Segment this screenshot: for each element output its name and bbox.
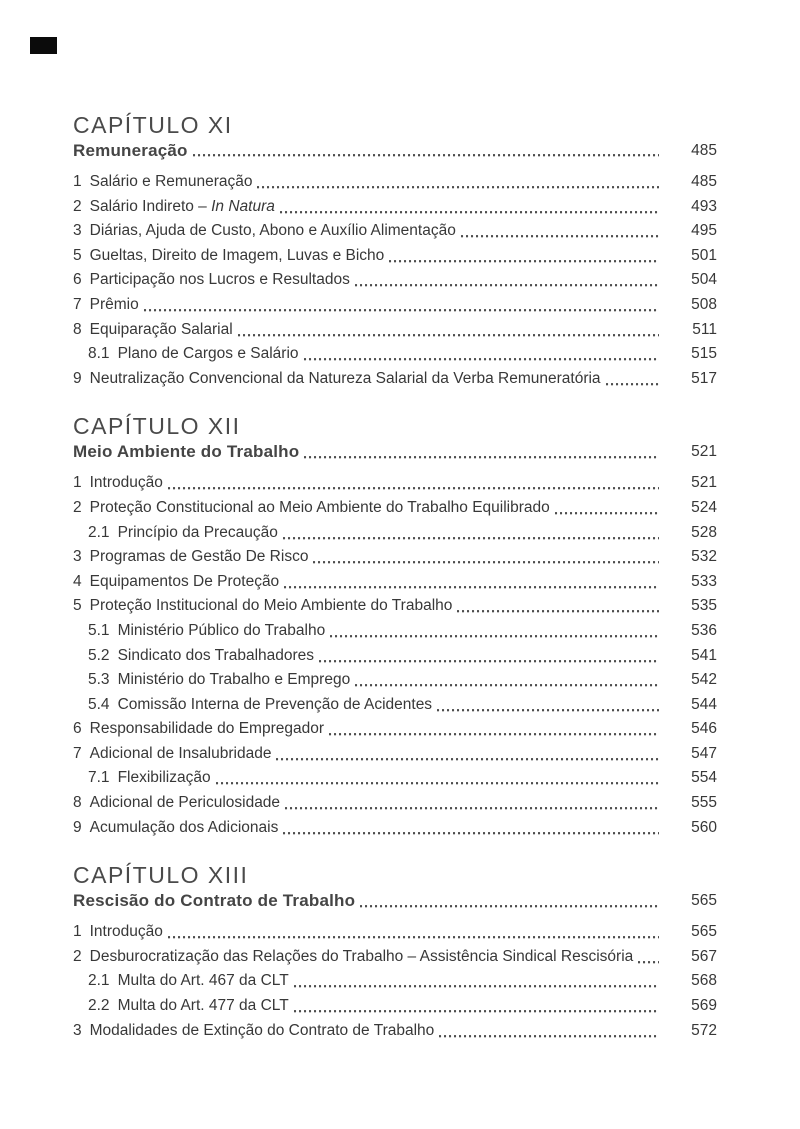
dotted-leader [294,969,659,994]
toc-entry [73,367,717,392]
toc-entry [73,471,717,496]
entry-page-number: 546 [691,720,717,738]
entry-number: 6 [73,271,82,289]
entry-number: 5 [73,597,82,615]
toc-entry [73,570,717,595]
entry-label-text: Neutralização Convencional da Natureza Salarial da Verba Remuneratória [89,369,601,387]
dotted-leader [257,170,659,195]
entry-label-text: Programas de Gestão De Risco [89,548,309,566]
entry-page-number: 568 [691,972,717,990]
entry-label-text: Gueltas, Direito de Imagem, Luvas e Bicho [89,246,385,264]
entry-label [90,219,456,244]
dotted-leader [638,945,659,970]
chapter-title: CAPÍTULO XIII [73,862,249,889]
entry-number: 7 [73,295,82,313]
entry-page-number: 560 [691,818,717,836]
entry-label-text: Plano de Cargos e Salário [117,345,299,363]
entry-label [90,816,279,841]
entry-label [118,693,433,718]
dotted-leader [606,367,659,392]
entry-page-number: 515 [691,345,717,363]
dotted-leader [304,342,659,367]
entry-label-text: Ministério do Trabalho e Emprego [117,671,351,689]
entry-page-number: 554 [691,769,717,787]
entry-page-number: 547 [691,744,717,762]
entry-page-number: 524 [691,498,717,516]
entry-number: 4 [73,572,82,590]
entry-label [90,742,272,767]
entry-label-text: Princípio da Precaução [117,523,278,541]
entry-label [118,994,289,1019]
dotted-leader [284,570,659,595]
dotted-leader [285,791,659,816]
toc-entry [73,742,717,767]
toc-entry [73,545,717,570]
entry-label-text: Equiparação Salarial [89,320,233,338]
dotted-leader [329,717,659,742]
entry-number: 5.4 [88,695,110,713]
entry-number: 5 [73,246,82,264]
entry-label [118,521,278,546]
dotted-leader [168,920,659,945]
toc-entry [73,945,717,970]
entry-label [90,717,324,742]
entry-page-number: 536 [691,621,717,639]
entry-number: 8 [73,320,82,338]
dotted-leader [304,439,659,465]
entry-page-number: 541 [691,646,717,664]
entry-page-number: 501 [691,246,717,264]
dotted-leader [313,545,659,570]
entry-label [90,545,309,570]
entry-label [90,570,280,595]
toc-entry [73,521,717,546]
entry-label [90,318,233,343]
entry-number: 8.1 [88,345,110,363]
dotted-leader [457,594,659,619]
toc-entry [73,668,717,693]
entry-page-number: 565 [691,923,717,941]
entry-label-text: Modalidades de Extinção do Contrato de Trabalho [89,1021,435,1039]
entry-label-text: Sindicato dos Trabalhadores [117,646,315,664]
entry-label [90,945,634,970]
entry-page-number: 567 [691,947,717,965]
toc-entry [73,816,717,841]
entry-page-number: 569 [691,997,717,1015]
entry-page-number: 485 [691,173,717,190]
dotted-leader [280,195,659,220]
dotted-leader [389,244,659,269]
toc-entry [73,219,717,244]
toc-entry [73,766,717,791]
entry-page-number: 535 [691,597,717,615]
entry-label [90,293,139,318]
entry-label [118,668,351,693]
entry-label [90,920,163,945]
chapter-title: CAPÍTULO XII [73,413,241,440]
entry-label [118,342,299,367]
entry-page-number: 517 [691,369,717,387]
toc-entry [73,920,717,945]
entry-number: 3 [73,222,82,240]
dotted-leader [238,318,659,343]
entry-page-number: 544 [691,695,717,713]
entry-label-text: Salário Indireto – [89,197,212,215]
toc-entry [73,994,717,1019]
entry-label-text: Adicional de Periculosidade [89,794,281,812]
dotted-leader [283,816,659,841]
chapter-subtitle: Remuneração [73,141,188,160]
entry-page-number: 511 [692,320,717,338]
entry-number: 5.1 [88,621,110,639]
entry-number: 5.3 [88,671,110,689]
entry-label-text: Multa do Art. 467 da CLT [117,972,289,990]
entry-label [90,244,385,269]
dotted-leader [319,644,659,669]
entry-label [90,791,280,816]
entry-label [90,367,601,392]
toc-entry [73,195,717,220]
entry-label-text: Salário e Remuneração [89,173,253,190]
entry-page-number: 555 [691,794,717,812]
dotted-leader [276,742,659,767]
entry-label-text: Diárias, Ajuda de Custo, Abono e Auxílio Alimentação [89,222,456,240]
toc-entry [73,318,717,343]
entry-number: 9 [73,369,82,387]
entry-number: 1 [73,474,82,492]
entry-number: 3 [73,1021,82,1039]
dotted-leader [439,1019,659,1044]
entry-number: 2.2 [88,997,110,1015]
entry-label-text: Adicional de Insalubridade [89,744,272,762]
toc-entry [73,693,717,718]
dotted-leader [355,668,659,693]
entry-page-number: 504 [691,271,717,289]
dotted-leader [330,619,659,644]
entry-page-number: 493 [691,197,717,215]
entry-label [90,496,550,521]
entry-label-text: Acumulação dos Adicionais [89,818,279,836]
chapter-1 [73,112,717,391]
entry-label-text: Multa do Art. 477 da CLT [117,997,289,1015]
chapter-entries [73,920,717,1043]
toc-entry [73,268,717,293]
chapter-title: CAPÍTULO XI [73,112,233,138]
toc-entry [73,969,717,994]
entry-label [118,619,326,644]
entry-label [118,969,289,994]
entry-label-text: Desburocratização das Relações do Trabalho – Assistência Sindical Rescisória [89,947,634,965]
table-of-contents [73,112,717,1043]
print-registration-mark [30,37,57,54]
entry-page-number: 508 [691,295,717,313]
chapter-subtitle-row [73,439,717,465]
entry-label [118,766,211,791]
entry-number: 1 [73,923,82,941]
chapter-3 [73,862,717,1043]
chapter-page-number: 565 [691,892,717,910]
entry-number: 2 [73,947,82,965]
entry-page-number: 533 [691,572,717,590]
entry-number: 5.2 [88,646,110,664]
chapter-subtitle-row [73,138,717,164]
entry-label-text: Proteção Institucional do Meio Ambiente do Trabalho [89,597,453,615]
entry-number: 1 [73,173,82,190]
entry-label [118,644,314,669]
chapter-subtitle: Meio Ambiente do Trabalho [73,442,300,462]
entry-label [90,170,253,195]
entry-number: 9 [73,818,82,836]
entry-number: 2 [73,197,82,215]
entry-number: 8 [73,794,82,812]
chapter-page-number: 521 [691,443,717,461]
toc-entry [73,619,717,644]
chapter-page-number: 485 [691,142,717,159]
entry-number: 2.1 [88,523,110,541]
entry-page-number: 528 [691,523,717,541]
entry-number: 2.1 [88,972,110,990]
dotted-leader [144,293,659,318]
dotted-leader [168,471,659,496]
entry-label [90,471,163,496]
toc-entry [73,342,717,367]
toc-entry [73,293,717,318]
dotted-leader [283,521,659,546]
entry-label [90,1019,435,1044]
toc-entry [73,170,717,195]
dotted-leader [294,994,659,1019]
dotted-leader [193,138,659,164]
entry-label-text: Ministério Público do Trabalho [117,621,326,639]
entry-label-text: Proteção Constitucional ao Meio Ambiente do Trabalho Equilibrado [89,498,550,516]
toc-entry [73,594,717,619]
entry-label-text: Equipamentos De Proteção [89,572,280,590]
dotted-leader [437,693,659,718]
entry-number: 7 [73,744,82,762]
chapter-subtitle-row [73,888,717,914]
entry-label-text: Prêmio [89,295,139,313]
entry-label-text: Introdução [89,923,163,941]
dotted-leader [555,496,659,521]
chapter-2 [73,413,717,840]
chapter-entries [73,170,717,391]
entry-number: 2 [73,498,82,516]
entry-label [90,195,275,220]
entry-label-text: Flexibilização [117,769,211,787]
entry-number: 7.1 [88,769,110,787]
entry-number: 3 [73,548,82,566]
entry-label [90,594,453,619]
entry-page-number: 532 [691,548,717,566]
toc-entry [73,717,717,742]
entry-page-number: 495 [691,222,717,240]
toc-entry [73,1019,717,1044]
entry-label [90,268,350,293]
chapter-entries [73,471,717,840]
dotted-leader [461,219,659,244]
entry-page-number: 542 [691,671,717,689]
toc-entry [73,791,717,816]
dotted-leader [216,766,659,791]
entry-label-text: Introdução [89,474,163,492]
entry-label-text: Comissão Interna de Prevenção de Acidentes [117,695,433,713]
toc-entry [73,244,717,269]
dotted-leader [360,888,659,914]
entry-label-italic: In Natura [211,197,275,215]
entry-label-text: Responsabilidade do Empregador [89,720,325,738]
entry-page-number: 521 [691,474,717,492]
chapter-subtitle: Rescisão do Contrato de Trabalho [73,891,356,911]
entry-page-number: 572 [691,1021,717,1039]
entry-label-text: Participação nos Lucros e Resultados [89,271,350,289]
entry-number: 6 [73,720,82,738]
dotted-leader [355,268,659,293]
toc-entry [73,644,717,669]
toc-entry [73,496,717,521]
